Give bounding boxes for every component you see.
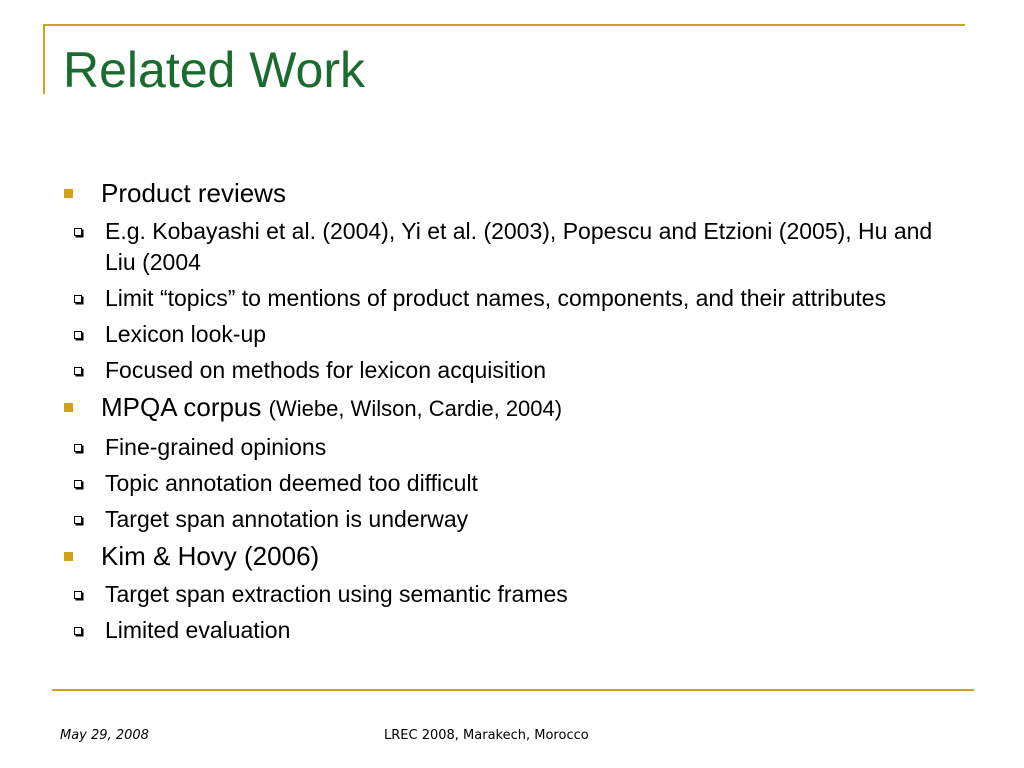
bullet-product-reviews: [60, 175, 960, 211]
sub-bullet: [60, 468, 960, 499]
sub-bullet-text: E.g. Kobayashi et al. (2004), Yi et al. (2003), Popescu and Etzioni (2005), Hu and Liu (2004: [105, 218, 933, 275]
hollow-square-bullet-icon: [74, 367, 82, 375]
bottom-frame-line: [52, 689, 974, 691]
sub-bullet: [60, 319, 960, 350]
hollow-square-bullet-icon: [74, 480, 82, 488]
hollow-square-bullet-icon: [74, 331, 82, 339]
hollow-square-bullet-icon: [74, 228, 82, 236]
bullet-citation: (Wiebe, Wilson, Cardie, 2004): [268, 396, 563, 421]
sub-list: [60, 579, 960, 646]
hollow-square-bullet-icon: [74, 444, 82, 452]
sub-bullet-text: Fine-grained opinions: [105, 434, 327, 460]
sub-bullet-text: Limit “topics” to mentions of product names, components, and their attributes: [105, 285, 887, 311]
sub-bullet: [60, 504, 960, 535]
sub-list-container: [60, 216, 960, 386]
sub-bullet: [60, 355, 960, 386]
sub-bullet-text: Target span extraction using semantic frames: [105, 581, 568, 607]
sub-bullet-text: Focused on methods for lexicon acquisition: [105, 357, 547, 383]
bullet-list: [60, 172, 960, 646]
bullet-kim-hovy: [60, 538, 960, 574]
sub-bullet: [60, 216, 960, 278]
sub-bullet: [60, 432, 960, 463]
square-bullet-icon: [64, 403, 73, 412]
hollow-square-bullet-icon: [74, 295, 82, 303]
sub-bullet-text: Topic annotation deemed too difficult: [105, 470, 478, 496]
sub-bullet: [60, 579, 960, 610]
bullet-text: Product reviews: [101, 178, 286, 208]
hollow-square-bullet-icon: [74, 591, 82, 599]
square-bullet-icon: [64, 552, 73, 561]
sub-bullet: [60, 615, 960, 646]
sub-list-container: [60, 579, 960, 646]
square-bullet-icon: [64, 189, 73, 198]
footer-event: LREC 2008, Marakech, Morocco: [384, 728, 589, 743]
bullet-text: MPQA corpus: [101, 392, 262, 422]
sub-bullet-text: Target span annotation is underway: [105, 506, 469, 532]
footer-date: May 29, 2008: [60, 728, 149, 743]
bullet-text: Kim & Hovy (2006): [101, 541, 320, 571]
sub-list-container: [60, 432, 960, 535]
left-frame-line: [43, 24, 45, 94]
bullet-mpqa-corpus: [60, 389, 960, 427]
sub-bullet: [60, 283, 960, 314]
sub-bullet-text: Lexicon look-up: [105, 321, 267, 347]
sub-bullet-text: Limited evaluation: [105, 617, 291, 643]
hollow-square-bullet-icon: [74, 516, 82, 524]
hollow-square-bullet-icon: [74, 627, 82, 635]
sub-list: [60, 216, 960, 386]
top-frame-line: [43, 24, 965, 26]
sub-list: [60, 432, 960, 535]
slide-title: Related Work: [63, 42, 365, 98]
